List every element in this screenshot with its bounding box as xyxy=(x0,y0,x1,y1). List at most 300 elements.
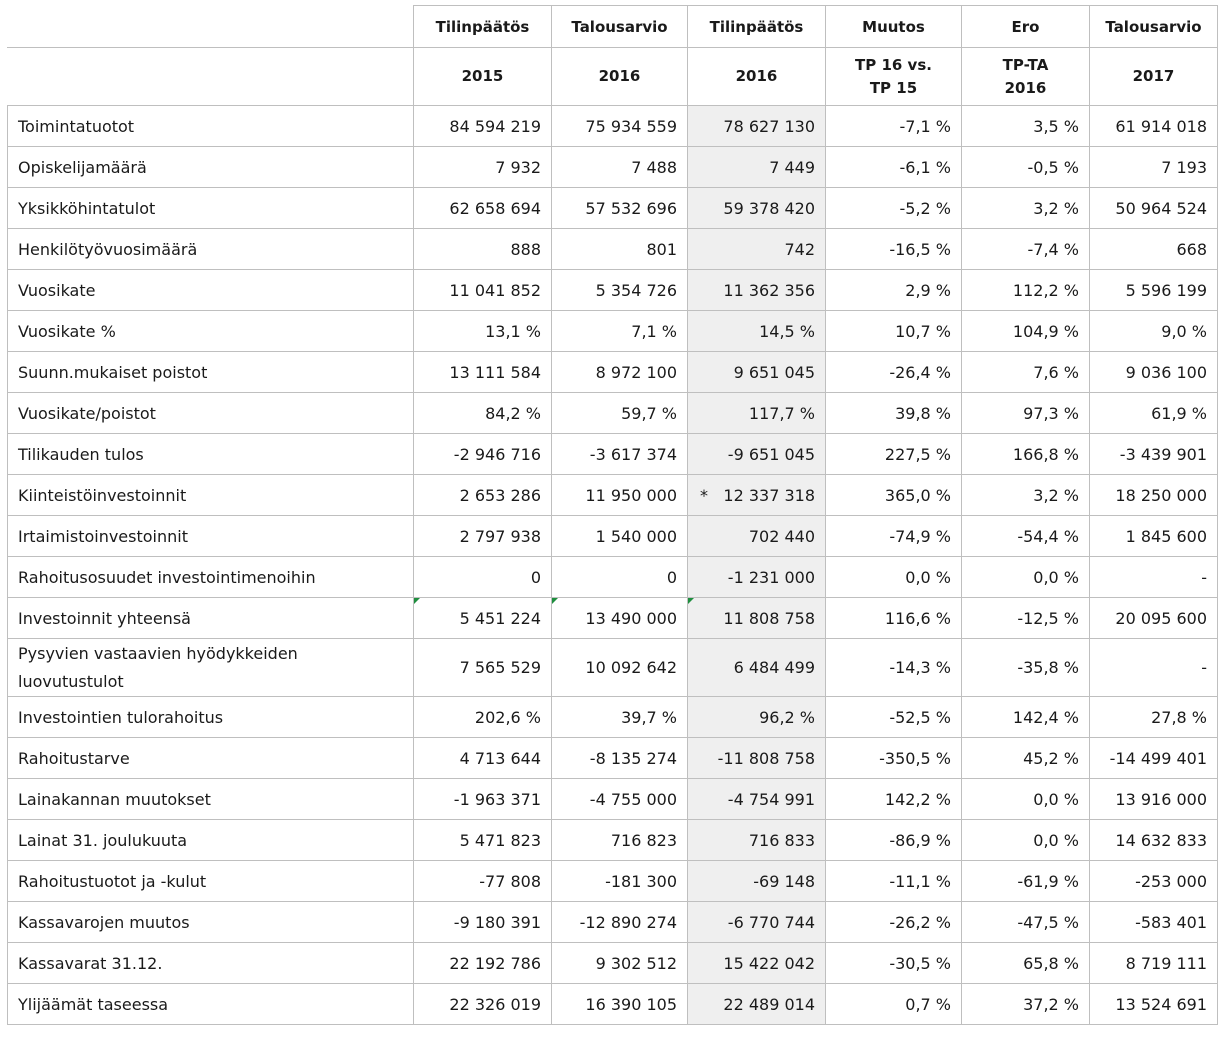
value-cell xyxy=(826,434,962,475)
value-cell xyxy=(688,861,826,902)
value-cell xyxy=(414,738,552,779)
value-text: 65,8 % xyxy=(1023,953,1079,973)
value-cell xyxy=(826,697,962,738)
row-label: Suunn.mukaiset poistot xyxy=(8,352,414,393)
table-row xyxy=(8,311,1218,352)
value-text: 84,2 % xyxy=(485,403,541,423)
value-cell xyxy=(826,229,962,270)
table-row xyxy=(8,106,1218,147)
value-text: 22 192 786 xyxy=(449,953,541,973)
value-text: -7,4 % xyxy=(1027,239,1079,259)
row-label: Kassavarat 31.12. xyxy=(8,943,414,984)
value-cell xyxy=(962,229,1090,270)
value-text: -9 651 045 xyxy=(727,444,815,464)
value-cell xyxy=(688,434,826,475)
value-cell xyxy=(1090,820,1218,861)
value-cell xyxy=(962,352,1090,393)
header-line1: TP 16 vs. xyxy=(855,55,932,74)
value-text: 5 451 224 xyxy=(459,608,541,628)
value-text: 166,8 % xyxy=(1012,444,1079,464)
row-label: Rahoitusosuudet investointimenoihin xyxy=(8,557,414,598)
value-cell xyxy=(826,943,962,984)
value-cell xyxy=(1090,475,1218,516)
value-text: 202,6 % xyxy=(474,707,541,727)
value-cell xyxy=(552,352,688,393)
value-cell xyxy=(962,188,1090,229)
value-cell xyxy=(688,902,826,943)
value-text: 14 632 833 xyxy=(1115,830,1207,850)
value-cell xyxy=(826,270,962,311)
value-text: 11 041 852 xyxy=(449,280,541,300)
value-text: 112,2 % xyxy=(1012,280,1079,300)
value-cell xyxy=(414,229,552,270)
value-text: 11 950 000 xyxy=(585,485,677,505)
value-cell xyxy=(962,598,1090,639)
value-text: -14,3 % xyxy=(889,658,951,677)
value-text: -3 439 901 xyxy=(1119,444,1207,464)
value-text: 7,6 % xyxy=(1033,362,1079,382)
header-corner xyxy=(8,48,414,106)
table-row xyxy=(8,188,1218,229)
value-text: -52,5 % xyxy=(889,707,951,727)
header-year-line1: 2016 xyxy=(735,67,778,85)
table-row xyxy=(8,779,1218,820)
value-text: -11,1 % xyxy=(889,871,951,891)
value-cell xyxy=(962,820,1090,861)
value-cell xyxy=(688,697,826,738)
header-year xyxy=(552,48,688,106)
value-cell xyxy=(1090,393,1218,434)
value-text: 22 489 014 xyxy=(723,994,815,1014)
value-cell xyxy=(414,697,552,738)
value-text: -30,5 % xyxy=(889,953,951,973)
value-cell xyxy=(1090,434,1218,475)
value-cell xyxy=(826,311,962,352)
value-text: -583 401 xyxy=(1135,912,1207,932)
value-cell xyxy=(962,311,1090,352)
header-title: Tilinpäätös xyxy=(688,6,826,48)
table-row xyxy=(8,943,1218,984)
row-label: Rahoitustarve xyxy=(8,738,414,779)
value-cell xyxy=(414,475,552,516)
value-text: 0,0 % xyxy=(1033,567,1079,587)
value-text: 7 488 xyxy=(631,157,677,177)
value-text: 61,9 % xyxy=(1151,403,1207,423)
value-text: 5 471 823 xyxy=(459,830,541,850)
value-cell xyxy=(414,352,552,393)
value-cell xyxy=(1090,984,1218,1025)
header-row-years xyxy=(8,48,1218,106)
value-cell xyxy=(962,147,1090,188)
value-text: 0,7 % xyxy=(905,994,951,1014)
value-text: 716 833 xyxy=(748,830,815,850)
value-text: -54,4 % xyxy=(1017,526,1079,546)
value-text: -0,5 % xyxy=(1027,157,1079,177)
value-text: -12,5 % xyxy=(1017,608,1079,628)
value-cell xyxy=(414,902,552,943)
value-text: 365,0 % xyxy=(884,485,951,505)
value-cell xyxy=(552,861,688,902)
value-cell xyxy=(414,861,552,902)
value-cell xyxy=(1090,516,1218,557)
value-text: 742 xyxy=(784,239,815,259)
value-text: 57 532 696 xyxy=(585,198,677,218)
value-text: -8 135 274 xyxy=(589,748,677,768)
value-text: 11 362 356 xyxy=(723,280,815,300)
value-cell xyxy=(552,475,688,516)
value-cell xyxy=(1090,229,1218,270)
value-text: 4 713 644 xyxy=(459,748,541,768)
value-text: -4 754 991 xyxy=(727,789,815,809)
value-cell xyxy=(552,779,688,820)
value-cell xyxy=(962,270,1090,311)
header-title: Ero xyxy=(962,6,1090,48)
value-cell xyxy=(962,475,1090,516)
value-cell xyxy=(552,434,688,475)
value-text: 9 651 045 xyxy=(733,362,815,382)
value-text: -26,4 % xyxy=(889,362,951,382)
value-text: 16 390 105 xyxy=(585,994,677,1014)
value-text: -69 148 xyxy=(753,871,815,891)
value-text: 13 490 000 xyxy=(585,608,677,628)
value-cell xyxy=(414,820,552,861)
value-text: 2,9 % xyxy=(905,280,951,300)
value-text: -2 946 716 xyxy=(453,444,541,464)
value-text: 27,8 % xyxy=(1151,707,1207,727)
value-text: 3,5 % xyxy=(1033,116,1079,136)
value-cell xyxy=(688,516,826,557)
value-text: 37,2 % xyxy=(1023,994,1079,1014)
header-corner xyxy=(8,6,414,48)
value-cell xyxy=(414,188,552,229)
value-text: 8 719 111 xyxy=(1125,953,1207,973)
value-text: -9 180 391 xyxy=(453,912,541,932)
value-cell xyxy=(962,943,1090,984)
value-text: 13,1 % xyxy=(485,321,541,341)
value-text: 0,0 % xyxy=(1033,789,1079,809)
value-text: -26,2 % xyxy=(889,912,951,932)
value-cell xyxy=(414,311,552,352)
value-text: 9,0 % xyxy=(1161,321,1207,341)
value-cell xyxy=(688,393,826,434)
value-text: 3,2 % xyxy=(1033,198,1079,218)
header-year xyxy=(688,48,826,106)
value-cell xyxy=(414,434,552,475)
value-cell xyxy=(826,188,962,229)
value-cell xyxy=(414,147,552,188)
row-label: Pysyvien vastaavien hyödykkeiden luovutustulot xyxy=(8,639,414,697)
value-cell xyxy=(1090,106,1218,147)
row-label: Henkilötyövuosimäärä xyxy=(8,229,414,270)
value-text: 96,2 % xyxy=(759,707,815,727)
value-cell xyxy=(688,639,826,697)
value-text: 2 797 938 xyxy=(459,526,541,546)
financial-table xyxy=(7,5,1218,1025)
value-text: 0,0 % xyxy=(1033,830,1079,850)
value-text: 50 964 524 xyxy=(1115,198,1207,218)
value-cell xyxy=(1090,779,1218,820)
value-cell xyxy=(414,984,552,1025)
value-text: -1 231 000 xyxy=(727,567,815,587)
value-text: -4 755 000 xyxy=(589,789,677,809)
value-text: - xyxy=(1201,567,1207,587)
header-year-line1: 2015 xyxy=(461,67,504,85)
table-row xyxy=(8,639,1218,697)
value-text: 59,7 % xyxy=(621,403,677,423)
value-cell xyxy=(962,106,1090,147)
value-cell xyxy=(552,738,688,779)
value-text: 11 808 758 xyxy=(723,608,815,628)
value-cell xyxy=(688,738,826,779)
value-cell xyxy=(1090,738,1218,779)
header-year xyxy=(1090,48,1218,106)
value-cell xyxy=(414,270,552,311)
value-cell xyxy=(826,393,962,434)
value-cell xyxy=(1090,352,1218,393)
value-cell xyxy=(414,943,552,984)
value-text: 84 594 219 xyxy=(449,116,541,136)
table-row xyxy=(8,270,1218,311)
value-cell xyxy=(552,943,688,984)
value-text: - xyxy=(1201,658,1207,677)
value-cell xyxy=(688,188,826,229)
value-cell xyxy=(826,475,962,516)
value-text: 13 524 691 xyxy=(1115,994,1207,1014)
value-cell xyxy=(826,598,962,639)
value-text: 45,2 % xyxy=(1023,748,1079,768)
header-title: Tilinpäätös xyxy=(414,6,552,48)
value-text: 6 484 499 xyxy=(733,658,815,677)
header-comparison xyxy=(826,48,962,106)
value-text: 5 354 726 xyxy=(595,280,677,300)
value-cell xyxy=(552,147,688,188)
row-label: Toimintatuotot xyxy=(8,106,414,147)
value-cell xyxy=(962,779,1090,820)
table-row xyxy=(8,861,1218,902)
row-label: Investoinnit yhteensä xyxy=(8,598,414,639)
row-label: Lainat 31. joulukuuta xyxy=(8,820,414,861)
row-label: Rahoitustuotot ja -kulut xyxy=(8,861,414,902)
value-text: 668 xyxy=(1176,239,1207,259)
row-label: Tilikauden tulos xyxy=(8,434,414,475)
value-text: 97,3 % xyxy=(1023,403,1079,423)
value-text: -61,9 % xyxy=(1017,871,1079,891)
value-cell xyxy=(962,738,1090,779)
value-cell xyxy=(414,639,552,697)
value-cell xyxy=(552,516,688,557)
value-cell xyxy=(552,639,688,697)
value-cell xyxy=(688,147,826,188)
value-cell xyxy=(414,516,552,557)
value-text: 0 xyxy=(666,567,677,587)
value-text: 7 565 529 xyxy=(459,658,541,677)
value-text: 15 422 042 xyxy=(723,953,815,973)
value-text: -350,5 % xyxy=(879,748,951,768)
header-title: Talousarvio xyxy=(1090,6,1218,48)
table-row xyxy=(8,820,1218,861)
value-text: 61 914 018 xyxy=(1115,116,1207,136)
value-text: 13 916 000 xyxy=(1115,789,1207,809)
value-cell xyxy=(1090,697,1218,738)
value-cell xyxy=(688,984,826,1025)
value-text: 14,5 % xyxy=(759,321,815,341)
value-text: 7 449 xyxy=(769,157,815,177)
value-text: 10,7 % xyxy=(895,321,951,341)
value-text: -3 617 374 xyxy=(589,444,677,464)
table-row xyxy=(8,902,1218,943)
footnote-asterisk: * xyxy=(700,485,708,505)
table-row xyxy=(8,697,1218,738)
header-line2: TP 15 xyxy=(869,78,918,97)
value-cell xyxy=(1090,557,1218,598)
value-text: -6,1 % xyxy=(899,157,951,177)
value-cell xyxy=(962,557,1090,598)
table-row xyxy=(8,516,1218,557)
value-cell xyxy=(962,984,1090,1025)
value-text: 142,4 % xyxy=(1012,707,1079,727)
value-text: 39,7 % xyxy=(621,707,677,727)
value-text: 20 095 600 xyxy=(1115,608,1207,628)
value-cell xyxy=(552,311,688,352)
value-text: 0 xyxy=(530,567,541,587)
value-cell xyxy=(688,779,826,820)
value-cell xyxy=(826,738,962,779)
header-title: Talousarvio xyxy=(552,6,688,48)
value-text: -6 770 744 xyxy=(727,912,815,932)
value-text: -35,8 % xyxy=(1017,658,1079,677)
value-text: 227,5 % xyxy=(884,444,951,464)
value-text: -1 963 371 xyxy=(453,789,541,809)
value-text: -12 890 274 xyxy=(579,912,677,932)
value-text: 2 653 286 xyxy=(459,485,541,505)
value-text: 117,7 % xyxy=(748,403,815,423)
table-row xyxy=(8,738,1218,779)
value-text: 7 932 xyxy=(495,157,541,177)
value-text: 59 378 420 xyxy=(723,198,815,218)
value-cell xyxy=(826,861,962,902)
value-cell xyxy=(1090,861,1218,902)
value-text: 13 111 584 xyxy=(449,362,541,382)
header-comparison xyxy=(962,48,1090,106)
header-line1: TP-TA xyxy=(1002,55,1049,74)
table-row xyxy=(8,475,1218,516)
value-cell xyxy=(414,393,552,434)
value-cell xyxy=(688,475,826,516)
table-row xyxy=(8,393,1218,434)
value-cell xyxy=(414,779,552,820)
value-cell xyxy=(414,598,552,639)
value-text: -14 499 401 xyxy=(1109,748,1207,768)
value-text: -7,1 % xyxy=(899,116,951,136)
value-text: 9 302 512 xyxy=(595,953,677,973)
value-cell xyxy=(962,434,1090,475)
value-text: 104,9 % xyxy=(1012,321,1079,341)
value-cell xyxy=(826,984,962,1025)
value-text: 801 xyxy=(646,239,677,259)
value-cell xyxy=(962,861,1090,902)
row-label: Irtaimistoinvestoinnit xyxy=(8,516,414,557)
value-text: -47,5 % xyxy=(1017,912,1079,932)
value-text: -77 808 xyxy=(479,871,541,891)
value-cell xyxy=(1090,188,1218,229)
row-label: Vuosikate % xyxy=(8,311,414,352)
value-text: 18 250 000 xyxy=(1115,485,1207,505)
header-year-line1: 2017 xyxy=(1132,67,1175,85)
value-cell xyxy=(688,557,826,598)
value-text: 7,1 % xyxy=(631,321,677,341)
value-cell xyxy=(688,820,826,861)
value-text: 8 972 100 xyxy=(595,362,677,382)
value-text: 39,8 % xyxy=(895,403,951,423)
value-cell xyxy=(552,557,688,598)
header-year-line1: 2016 xyxy=(598,67,641,85)
value-cell xyxy=(826,352,962,393)
value-text: 116,6 % xyxy=(884,608,951,628)
value-cell xyxy=(552,106,688,147)
value-cell xyxy=(962,516,1090,557)
header-year xyxy=(414,48,552,106)
value-cell xyxy=(688,352,826,393)
value-text: 1 845 600 xyxy=(1125,526,1207,546)
value-cell xyxy=(1090,147,1218,188)
value-cell xyxy=(826,557,962,598)
value-cell xyxy=(552,820,688,861)
value-cell xyxy=(826,516,962,557)
value-cell xyxy=(826,779,962,820)
value-cell xyxy=(552,270,688,311)
value-text: 10 092 642 xyxy=(585,658,677,677)
value-cell xyxy=(414,557,552,598)
value-cell xyxy=(1090,639,1218,697)
value-cell xyxy=(688,311,826,352)
value-text: -181 300 xyxy=(605,871,677,891)
table-row xyxy=(8,984,1218,1025)
table-row xyxy=(8,557,1218,598)
value-text: 75 934 559 xyxy=(585,116,677,136)
value-text: 5 596 199 xyxy=(1125,280,1207,300)
value-text: -5,2 % xyxy=(899,198,951,218)
value-cell xyxy=(552,598,688,639)
value-text: 62 658 694 xyxy=(449,198,541,218)
value-cell xyxy=(688,943,826,984)
table-row xyxy=(8,598,1218,639)
value-cell xyxy=(962,697,1090,738)
value-text: -11 808 758 xyxy=(717,748,815,768)
value-text: 22 326 019 xyxy=(449,994,541,1014)
value-cell xyxy=(1090,902,1218,943)
value-text: -253 000 xyxy=(1135,871,1207,891)
value-cell xyxy=(552,902,688,943)
value-cell xyxy=(688,106,826,147)
value-cell xyxy=(826,147,962,188)
value-cell xyxy=(688,598,826,639)
value-cell xyxy=(688,270,826,311)
value-cell xyxy=(962,902,1090,943)
row-label: Lainakannan muutokset xyxy=(8,779,414,820)
value-cell xyxy=(826,639,962,697)
row-label: Vuosikate xyxy=(8,270,414,311)
table-row xyxy=(8,352,1218,393)
value-cell xyxy=(414,106,552,147)
value-cell xyxy=(1090,598,1218,639)
row-label: Kiinteistöinvestoinnit xyxy=(8,475,414,516)
value-cell xyxy=(552,393,688,434)
value-cell xyxy=(1090,943,1218,984)
value-cell xyxy=(552,229,688,270)
table-row xyxy=(8,147,1218,188)
value-text: -16,5 % xyxy=(889,239,951,259)
row-label: Yksikköhintatulot xyxy=(8,188,414,229)
